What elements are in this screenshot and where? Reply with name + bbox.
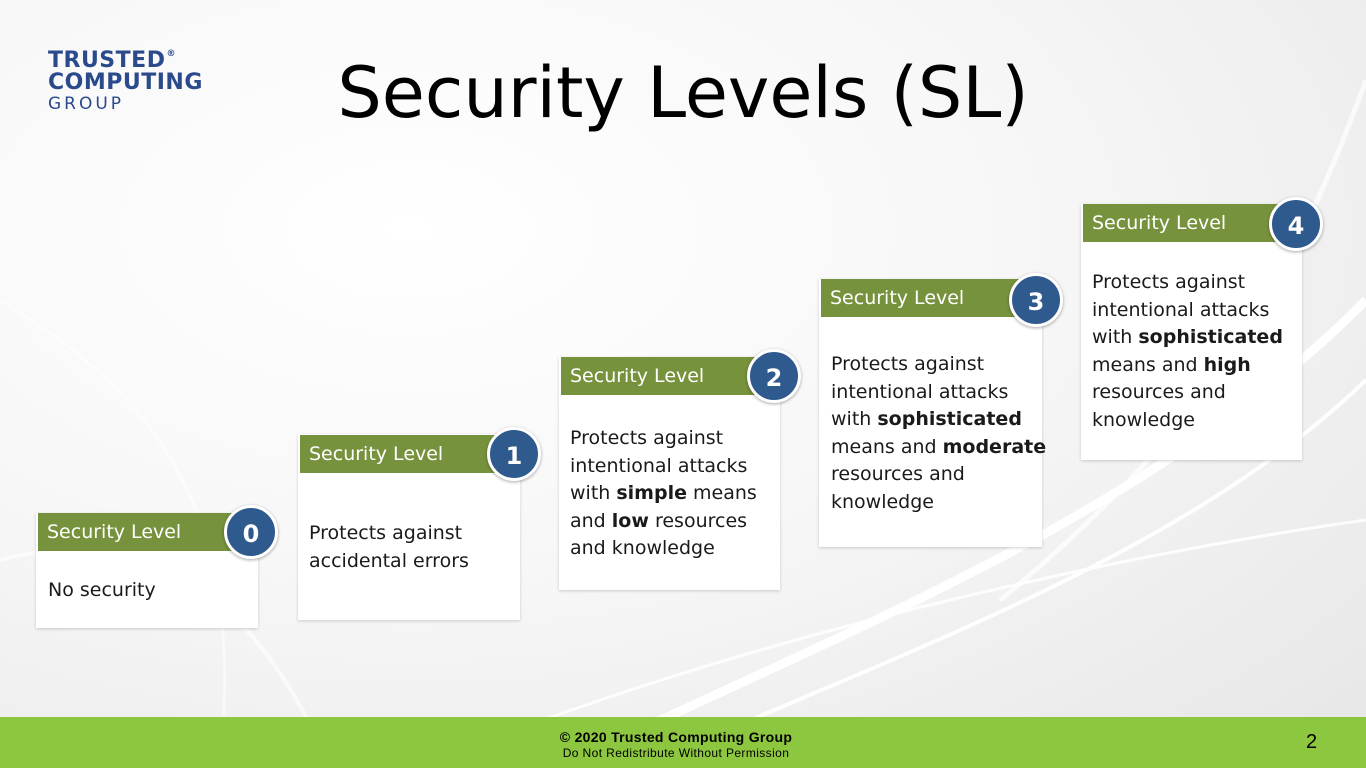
level-label-0: Security Level: [38, 513, 238, 551]
footer-notice: Do Not Redistribute Without Permission: [562, 746, 790, 760]
footer-bar: [0, 717, 1366, 768]
desc-line: Protects against: [309, 522, 463, 544]
level-desc-3: [831, 351, 1046, 516]
slide-title: [0, 52, 1366, 134]
desc-line: means and high: [1092, 353, 1251, 376]
level-badge-4: 4: [1269, 197, 1323, 251]
desc-line: resources and: [831, 463, 965, 485]
desc-line: No security: [48, 579, 156, 601]
desc-line: intentional attacks: [1092, 298, 1270, 321]
level-label-4: Security Level: [1083, 204, 1283, 242]
level-label-1: Security Level: [300, 435, 500, 473]
desc-line: resources and: [1092, 381, 1226, 403]
desc-line: and low resources: [570, 509, 748, 532]
desc-line: intentional attacks: [570, 454, 748, 477]
logo-registered-mark: ®: [166, 49, 176, 59]
desc-line: with sophisticated: [831, 408, 1022, 430]
desc-line: accidental errors: [309, 549, 469, 572]
level-label-3: Security Level: [821, 279, 1021, 317]
level-badge-0: 0: [224, 505, 278, 559]
level-desc-1: [309, 520, 469, 575]
level-badge-3: 3: [1009, 273, 1063, 327]
level-badge-2: 2: [747, 349, 801, 403]
level-desc-4: [1092, 269, 1283, 434]
desc-line: Protects against: [570, 427, 724, 449]
page-number: 2: [1306, 731, 1318, 753]
level-label-2: Security Level: [561, 357, 761, 395]
desc-line: knowledge: [1092, 408, 1195, 431]
desc-line: intentional attacks: [831, 380, 1009, 403]
slide-title-text: Security Levels (SL): [337, 52, 1029, 134]
desc-line: means and moderate: [831, 435, 1047, 458]
desc-line: with sophisticated: [1092, 326, 1283, 348]
desc-line: and knowledge: [570, 537, 715, 559]
logo-line-2: COMPUTING: [48, 70, 203, 95]
level-desc-0: [48, 577, 156, 605]
level-desc-2: [570, 425, 757, 563]
footer-copyright: © 2020 Trusted Computing Group: [559, 729, 793, 745]
desc-line: Protects against: [831, 353, 985, 375]
logo-line-3: GROUP: [48, 94, 125, 114]
level-badge-1: 1: [487, 427, 541, 481]
desc-line: with simple means: [570, 482, 757, 504]
logo-line-1: TRUSTED: [48, 48, 166, 73]
desc-line: knowledge: [831, 490, 934, 513]
desc-line: Protects against: [1092, 271, 1246, 293]
